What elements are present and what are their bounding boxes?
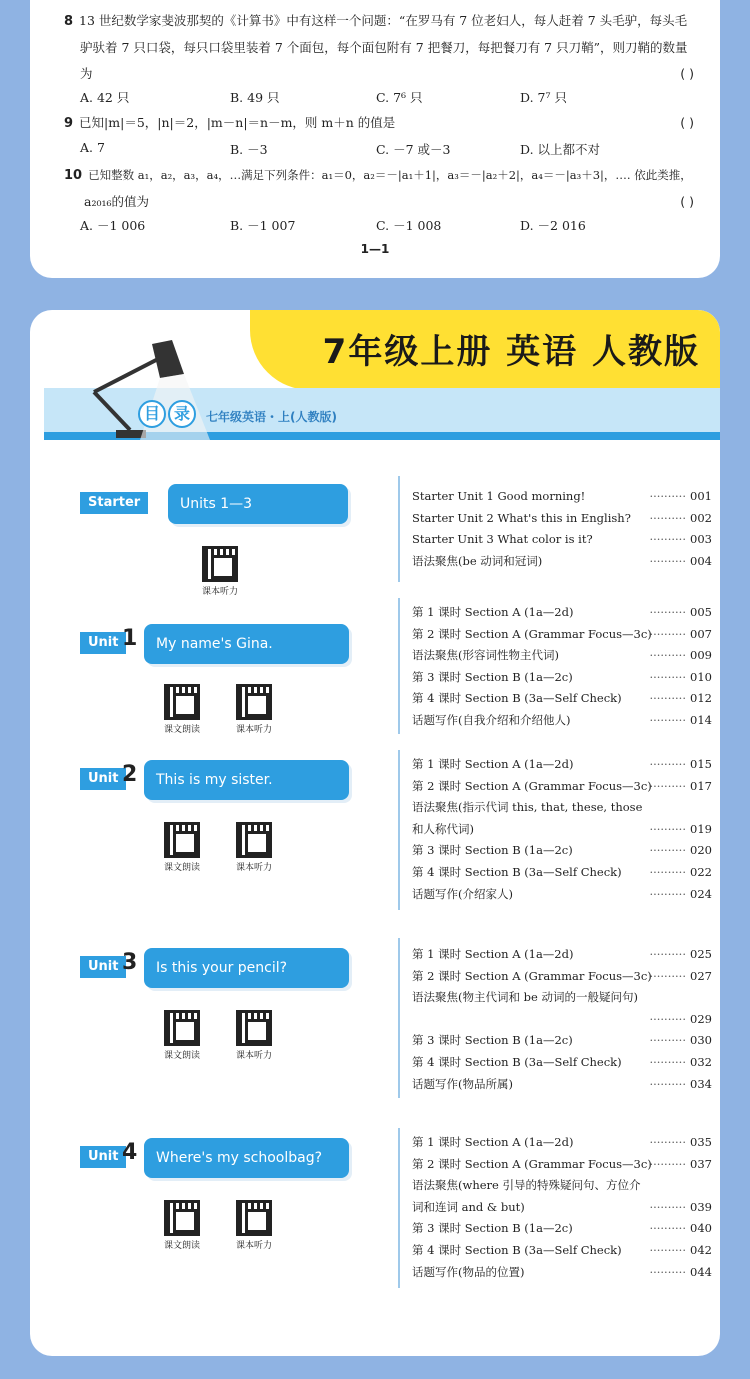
leader-dots: ·········· (649, 1199, 686, 1214)
toc-entry[interactable] (412, 797, 712, 819)
toc-page-number: 042 (690, 1242, 712, 1257)
leader-dots: ·········· (649, 757, 686, 771)
toc-entry-text: 第 1 课时 Section A (1a—2d) (412, 1135, 574, 1149)
toc-separator (398, 938, 400, 1098)
toc-entry[interactable] (412, 1262, 712, 1284)
leader-dots: ·········· (649, 532, 686, 547)
question-10 (64, 162, 694, 215)
toc-entry[interactable] (412, 862, 712, 884)
leader-dots: ·········· (649, 1156, 686, 1171)
toc-entry[interactable] (412, 1240, 712, 1262)
option-b: B. －1 007 (230, 218, 296, 233)
toc-entry-text: Starter Unit 1 Good morning! (412, 489, 586, 503)
toc-entry[interactable] (412, 966, 712, 988)
leader-dots: ·········· (649, 1264, 686, 1279)
question-number: 9 (64, 116, 74, 131)
unit-title: This is my sister. (144, 760, 349, 800)
toc-entry-text: 第 1 课时 Section A (1a—2d) (412, 757, 574, 771)
toc-page-number: 009 (690, 648, 712, 663)
top-page-card (30, 0, 720, 278)
toc-entry[interactable] (412, 1197, 712, 1219)
option-a: A. 42 只 (80, 90, 130, 105)
toc-page-number: 022 (690, 864, 712, 879)
toc-entry-text: 词和连词 and & but) (412, 1199, 525, 1214)
toc-entry-text: 第 4 课时 Section B (3a—Self Check) (412, 691, 622, 706)
toc-page-number: 027 (690, 968, 712, 983)
leader-dots: ·········· (649, 821, 686, 836)
unit-tag: Unit (80, 768, 126, 790)
toc-entry-text: 语法聚焦(形容词性物主代词) (412, 648, 559, 663)
qr-code-icon (164, 822, 200, 858)
qr-code[interactable] (200, 546, 240, 597)
toc-entry-text: 语法聚焦(指示代词 this, that, these, those (412, 800, 643, 815)
toc-group-unit-1 (412, 602, 712, 732)
unit-3 (80, 948, 352, 990)
qr-label: 课文朗读 (163, 1241, 200, 1251)
toc-entry-text: 话题写作(物品的位置) (412, 1264, 525, 1279)
toc-badge-char: 录 (168, 400, 196, 428)
leader-dots: ·········· (649, 864, 686, 879)
toc-page-number: 003 (690, 532, 712, 547)
leader-dots: ·········· (649, 1221, 686, 1236)
qr-code-icon (164, 1010, 200, 1046)
question-number: 10 (64, 168, 83, 183)
toc-page-number: 020 (690, 843, 712, 858)
answer-bracket: ( ) (680, 115, 694, 130)
qr-code-icon (202, 546, 238, 582)
leader-dots: ·········· (649, 648, 686, 663)
qr-code-icon (236, 822, 272, 858)
unit-tag: Unit (80, 956, 126, 978)
leader-dots: ·········· (649, 1076, 686, 1091)
title-banner (250, 310, 720, 390)
toc-entry[interactable] (412, 1218, 712, 1240)
qr-code[interactable] (234, 684, 274, 735)
toc-entry-text: 第 3 课时 Section B (1a—2c) (412, 669, 573, 684)
toc-page-number: 035 (690, 1135, 712, 1149)
toc-entry[interactable] (412, 529, 712, 551)
toc-badge (138, 400, 196, 428)
toc-page-number: 014 (690, 712, 712, 727)
unit-number: 2 (122, 762, 138, 787)
toc-entry-text: Starter Unit 2 What's this in English? (412, 510, 631, 525)
qr-label: 课文朗读 (163, 1051, 200, 1061)
unit-title: Units 1—3 (168, 484, 348, 524)
toc-group-unit-3 (412, 944, 712, 1095)
qr-code[interactable] (162, 1010, 202, 1061)
option-b: B. 49 只 (230, 90, 280, 105)
qr-label: 课本听力 (235, 1241, 272, 1251)
toc-page-number: 010 (690, 669, 712, 684)
toc-entry-text: 第 4 课时 Section B (3a—Self Check) (412, 1242, 622, 1257)
toc-separator (398, 598, 400, 734)
qr-code[interactable] (234, 1010, 274, 1061)
options-8 (80, 88, 680, 110)
unit-title: Where's my schoolbag? (144, 1138, 349, 1178)
option-c: C. －7 或－3 (376, 142, 451, 157)
qr-code-icon (236, 1200, 272, 1236)
leader-dots: ·········· (649, 669, 686, 684)
toc-entry[interactable] (412, 602, 712, 624)
toc-page-number: 002 (690, 510, 712, 525)
option-c: C. －1 008 (376, 218, 442, 233)
toc-entry-text: 第 3 课时 Section B (1a—2c) (412, 1033, 573, 1048)
toc-entry[interactable] (412, 688, 712, 710)
answer-bracket: ( ) (680, 66, 694, 81)
toc-page-number: 040 (690, 1221, 712, 1236)
unit-number: 1 (122, 626, 138, 651)
leader-dots: ·········· (649, 553, 686, 568)
toc-page-number: 034 (690, 1076, 712, 1091)
leader-dots: ·········· (649, 626, 686, 641)
toc-entry-text: 话题写作(物品所属) (412, 1076, 513, 1091)
toc-page-number: 044 (690, 1264, 712, 1279)
unit-number: 4 (122, 1140, 138, 1165)
toc-badge-char: 目 (138, 400, 166, 428)
unit-starter (80, 484, 352, 526)
answer-bracket: ( ) (680, 194, 694, 209)
toc-entry-text: 第 2 课时 Section A (Grammar Focus—3c) (412, 778, 652, 793)
toc-entry[interactable] (412, 754, 712, 776)
option-d: D. 7⁷ 只 (520, 90, 567, 105)
options-9 (80, 140, 680, 162)
qr-code-icon (236, 1010, 272, 1046)
question-text: 为 (80, 66, 93, 81)
unit-1 (80, 624, 352, 666)
leader-dots: ·········· (649, 1011, 686, 1026)
toc-entry-text: Starter Unit 3 What color is it? (412, 532, 593, 547)
toc-entry[interactable] (412, 624, 712, 646)
toc-separator (398, 1128, 400, 1288)
toc-page-number: 007 (690, 626, 712, 641)
question-number: 8 (64, 14, 74, 29)
toc-page-number: 039 (690, 1199, 712, 1214)
question-text: a₂₀₁₆的值为 (84, 194, 149, 209)
leader-dots: ·········· (649, 605, 686, 619)
toc-entry-text: 第 2 课时 Section A (Grammar Focus—3c) (412, 968, 652, 983)
toc-separator (398, 750, 400, 910)
question-8 (64, 8, 694, 87)
toc-entry[interactable] (412, 1154, 712, 1176)
leader-dots: ·········· (649, 1054, 686, 1069)
option-d: D. －2 016 (520, 218, 586, 233)
qr-code-icon (164, 684, 200, 720)
toc-entry[interactable] (412, 486, 712, 508)
toc-page-number: 012 (690, 691, 712, 706)
toc-entry-text: 话题写作(自我介绍和介绍他人) (412, 712, 571, 727)
toc-entry-text: 语法聚焦(物主代词和 be 动词的一般疑问句) (412, 990, 638, 1005)
toc-entry-text: 话题写作(介绍家人) (412, 886, 513, 901)
toc-page-number: 019 (690, 821, 712, 836)
qr-code[interactable] (162, 822, 202, 873)
question-text: 已知|m|＝5，|n|＝2，|m－n|＝n－m，则 m＋n 的值是 (79, 115, 396, 130)
toc-entry-text: 语法聚焦(be 动词和冠词) (412, 553, 543, 568)
qr-code-icon (164, 1200, 200, 1236)
toc-entry-text: 第 4 课时 Section B (3a—Self Check) (412, 864, 622, 879)
toc-entry[interactable] (412, 819, 712, 841)
question-9 (64, 110, 694, 137)
leader-dots: ·········· (649, 489, 686, 503)
toc-entry-text: 第 1 课时 Section A (1a—2d) (412, 605, 574, 619)
banner-title: 7年级上册 英语 人教版 (322, 332, 700, 372)
toc-entry-text: 第 3 课时 Section B (1a—2c) (412, 1221, 573, 1236)
toc-entry-text: 第 4 课时 Section B (3a—Self Check) (412, 1054, 622, 1069)
toc-entry[interactable] (412, 645, 712, 667)
qr-label: 课本听力 (235, 1051, 272, 1061)
qr-code[interactable] (234, 1200, 274, 1251)
toc-page-number: 030 (690, 1033, 712, 1048)
page-number: 1—1 (360, 242, 390, 256)
qr-label: 课文朗读 (163, 725, 200, 735)
toc-entry-text: 第 2 课时 Section A (Grammar Focus—3c) (412, 626, 652, 641)
toc-subtitle: 七年级英语・上(人教版) (206, 410, 337, 424)
unit-title: My name's Gina. (144, 624, 349, 664)
toc-page-number: 005 (690, 605, 712, 619)
option-a: A. －1 006 (80, 218, 146, 233)
toc-separator (398, 476, 400, 582)
option-c: C. 7⁶ 只 (376, 90, 423, 105)
leader-dots: ·········· (649, 843, 686, 858)
leader-dots: ·········· (649, 1033, 686, 1048)
toc-entry[interactable] (412, 1030, 712, 1052)
question-text: 驴驮着 7 只口袋，每只口袋里装着 7 个面包，每个面包附有 7 把餐刀，每把餐刀有 7 只刀鞘”，则刀鞘的数量 (80, 40, 688, 55)
toc-entry[interactable] (412, 1009, 712, 1031)
leader-dots: ·········· (649, 968, 686, 983)
leader-dots: ·········· (649, 886, 686, 901)
toc-entry[interactable] (412, 508, 712, 530)
leader-dots: ·········· (649, 947, 686, 961)
qr-label: 课本听力 (201, 587, 238, 597)
toc-entry-text: 第 3 课时 Section B (1a—2c) (412, 843, 573, 858)
toc-entry[interactable] (412, 1175, 712, 1197)
question-text: 已知整数 a₁，a₂，a₃，a₄，…满足下列条件：a₁＝0，a₂＝－|a₁＋1|，a₃＝－|a₂＋2|，a₄＝－|a₃＋3|，…. 依此类推， (88, 168, 692, 182)
toc-entry-text: 第 1 课时 Section A (1a—2d) (412, 947, 574, 961)
toc-page-number: 001 (690, 489, 712, 503)
qr-code[interactable] (162, 684, 202, 735)
leader-dots: ·········· (649, 1242, 686, 1257)
toc-group-unit-4 (412, 1132, 712, 1283)
qr-code[interactable] (234, 822, 274, 873)
leader-dots: ·········· (649, 691, 686, 706)
toc-entry-text: 语法聚焦(where 引导的特殊疑问句、方位介 (412, 1178, 641, 1193)
unit-tag: Unit (80, 1146, 126, 1168)
toc-entry[interactable] (412, 884, 712, 906)
toc-entry[interactable] (412, 667, 712, 689)
option-b: B. －3 (230, 142, 268, 157)
leader-dots: ·········· (649, 1135, 686, 1149)
qr-label: 课本听力 (235, 863, 272, 873)
unit-2 (80, 760, 352, 802)
toc-page-number: 029 (690, 1011, 712, 1026)
toc-page-number: 004 (690, 553, 712, 568)
toc-entry-text: 第 2 课时 Section A (Grammar Focus—3c) (412, 1156, 652, 1171)
options-10 (80, 216, 680, 238)
toc-entry[interactable] (412, 840, 712, 862)
toc-page-number: 017 (690, 778, 712, 793)
qr-code[interactable] (162, 1200, 202, 1251)
leader-dots: ·········· (649, 712, 686, 727)
toc-page-number: 032 (690, 1054, 712, 1069)
qr-code-icon (236, 684, 272, 720)
unit-4 (80, 1138, 352, 1180)
toc-group-starter (412, 486, 712, 572)
toc-entry[interactable] (412, 1052, 712, 1074)
toc-page-card (30, 310, 720, 1356)
toc-entry[interactable] (412, 1132, 712, 1154)
toc-entry[interactable] (412, 776, 712, 798)
option-d: D. 以上都不对 (520, 142, 601, 157)
unit-number: 3 (122, 950, 138, 975)
unit-title: Is this your pencil? (144, 948, 349, 988)
unit-tag: Starter (80, 492, 148, 514)
toc-entry[interactable] (412, 1074, 712, 1096)
toc-entry[interactable] (412, 551, 712, 573)
toc-entry[interactable] (412, 710, 712, 732)
toc-group-unit-2 (412, 754, 712, 905)
toc-entry-text: 和人称代词) (412, 821, 474, 836)
leader-dots: ·········· (649, 778, 686, 793)
question-text: 13 世纪数学家斐波那契的《计算书》中有这样一个问题：“在罗马有 7 位老妇人，每人赶着 7 头毛驴，每头毛 (79, 13, 688, 28)
toc-entry[interactable] (412, 944, 712, 966)
option-a: A. 7 (80, 140, 105, 155)
toc-entry[interactable] (412, 987, 712, 1009)
qr-label: 课本听力 (235, 725, 272, 735)
unit-tag: Unit (80, 632, 126, 654)
toc-page-number: 024 (690, 886, 712, 901)
leader-dots: ·········· (649, 510, 686, 525)
toc-page-number: 025 (690, 947, 712, 961)
toc-page-number: 015 (690, 757, 712, 771)
toc-page-number: 037 (690, 1156, 712, 1171)
qr-label: 课文朗读 (163, 863, 200, 873)
